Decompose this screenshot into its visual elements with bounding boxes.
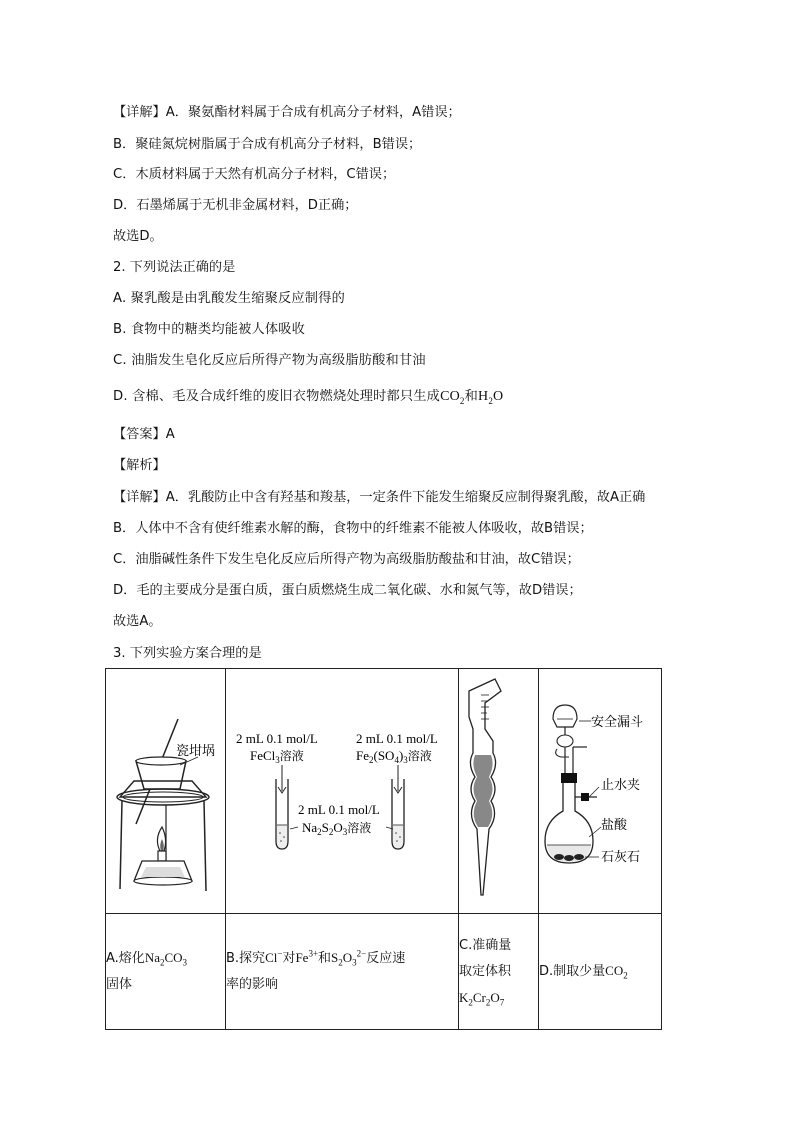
crucible-heating-figure <box>106 669 226 909</box>
right-conc: 2 mL 0.1 mol/L <box>356 731 438 746</box>
q1-conclusion: 故选D。 <box>113 229 163 244</box>
figure-b-cell <box>226 669 459 914</box>
q2-stem: 2. 下列说法正确的是 <box>113 260 236 275</box>
clamp-label: 止水夹 <box>601 778 641 793</box>
left-solution: FeCl$_3$溶液 <box>250 748 304 765</box>
detail-tag: 【详解】 <box>113 105 166 120</box>
answer-value: A <box>165 427 175 442</box>
q2-detail-line-d: D．毛的主要成分是蛋白质，蛋白质燃烧生成二氧化碳、水和氮气等，故D错误； <box>113 583 582 598</box>
q2-option-a: A. 聚乳酸是由乳酸发生缩聚反应制得的 <box>113 291 345 306</box>
q1-detail-a-text: A．聚氨酯材料属于合成有机高分子材料，A错误； <box>165 105 461 120</box>
co2-formula: $CO_2$ <box>440 389 465 406</box>
experiment-table <box>105 668 662 1030</box>
q1-detail-line-d: D．石墨烯属于无机非金属材料，D正确； <box>113 198 358 213</box>
safety-funnel <box>553 705 577 727</box>
left-conc: 2 mL 0.1 mol/L <box>236 731 318 746</box>
h2o-formula: $H_2O$ <box>478 389 504 406</box>
right-solution: $Fe_2(SO_4)_3$溶液 <box>356 748 432 765</box>
water-clamp <box>581 793 589 801</box>
q1-detail-line-b: B．聚硅氮烷树脂属于合成有机高分子材料，B错误； <box>113 137 422 152</box>
q2-conclusion: 故选A。 <box>113 614 162 629</box>
funnel-label: 安全漏斗 <box>591 715 644 730</box>
q2-detail-line-a <box>113 489 645 507</box>
crucible-label: 瓷坩埚 <box>176 744 216 759</box>
test-tubes-figure <box>226 669 459 909</box>
q2-detail-line-b: B．人体中不含有使纤维素水解的酶，食物中的纤维素不能被人体吸收，故B错误； <box>113 521 593 536</box>
q1-detail-line-a <box>113 104 461 122</box>
q2-option-d <box>113 388 503 406</box>
acid-label: 盐酸 <box>601 818 628 833</box>
caption-c: C.准确量 取定体积 $K_2Cr_2O_7$ <box>459 914 539 1030</box>
q2-answer <box>113 426 175 444</box>
q2-detail-line-c: C．油脂碱性条件下发生皂化反应后所得产物为高级脂肪酸盐和甘油，故C错误； <box>113 552 580 567</box>
pipette-figure <box>459 669 539 909</box>
figure-a-cell <box>106 669 226 914</box>
q2-detail-a-text: A．乳酸防止中含有羟基和羧基，一定条件下能发生缩聚反应制得聚乳酸，故A正确 <box>165 490 646 505</box>
q2-option-c: C. 油脂发生皂化反应后所得产物为高级脂肪酸和甘油 <box>113 353 426 368</box>
q3-stem: 3. 下列实验方案合理的是 <box>113 646 262 661</box>
rubber-stopper <box>561 773 577 783</box>
caption-b: B.探究Cl−对$Fe^{3+}$和$S_2O_3^{2-}$反应速 率的影响 <box>226 914 459 1030</box>
figure-d-cell <box>539 669 662 914</box>
middle-solution: $Na_2S_2O_3$溶液 <box>302 820 372 837</box>
gas-generator-figure <box>539 669 662 909</box>
stone-label: 石灰石 <box>601 850 641 865</box>
caption-d: D.制取少量$CO_2$ <box>539 914 662 1030</box>
answer-tag: 【答案】 <box>113 427 166 442</box>
detail-tag: 【详解】 <box>113 490 166 505</box>
pipette-liquid <box>473 755 492 827</box>
q2-option-d-text: D. 含棉、毛及合成纤维的废旧衣物燃烧处理时都只生成 <box>113 389 441 404</box>
figure-c-cell <box>459 669 539 914</box>
caption-a: A.熔化$Na_2CO_3$ 固体 <box>106 914 226 1030</box>
middle-conc: 2 mL 0.1 mol/L <box>298 802 380 817</box>
q2-option-b: B. 食物中的糖类均能被人体吸收 <box>113 322 306 337</box>
and-text: 和 <box>464 389 479 404</box>
q1-detail-line-c: C．木质材料属于天然有机高分子材料，C错误； <box>113 167 396 182</box>
q2-analysis-tag: 【解析】 <box>113 458 166 473</box>
